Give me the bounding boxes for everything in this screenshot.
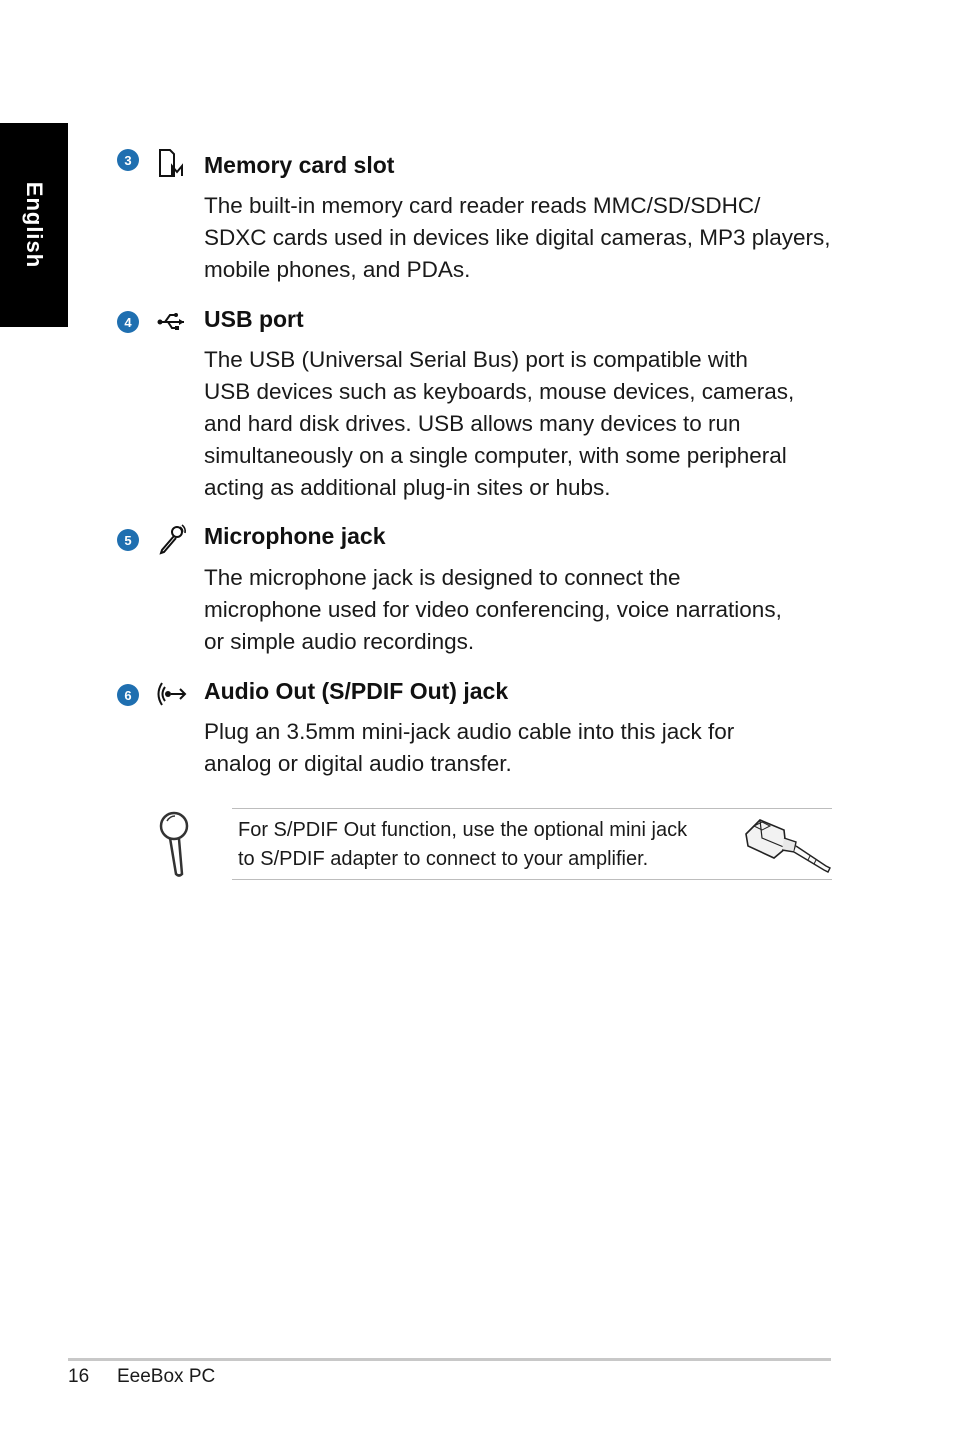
section-number-badge: 4 bbox=[117, 311, 139, 333]
description-line: microphone used for video conferencing, voice narrations, bbox=[204, 597, 782, 622]
description-line: SDXC cards used in devices like digital cameras, MP3 players, bbox=[204, 225, 831, 250]
section-description bbox=[204, 562, 844, 658]
language-tab bbox=[0, 123, 68, 327]
description-line: or simple audio recordings. bbox=[204, 629, 475, 654]
note-line: For S/PDIF Out function, use the optional mini jack bbox=[238, 819, 688, 841]
language-tab-label: English bbox=[22, 181, 47, 269]
description-line: USB devices such as keyboards, mouse devices, cameras, bbox=[204, 379, 795, 404]
description-line: analog or digital audio transfer. bbox=[204, 751, 512, 776]
description-line: Plug an 3.5mm mini-jack audio cable into this jack for bbox=[204, 719, 735, 744]
description-line: mobile phones, and PDAs. bbox=[204, 257, 471, 282]
footer-rule bbox=[68, 1358, 831, 1361]
magnifier-note-icon bbox=[158, 810, 192, 878]
section-title: Audio Out (S/PDIF Out) jack bbox=[204, 678, 509, 704]
note-line: to S/PDIF adapter to connect to your amplifier. bbox=[238, 848, 649, 870]
memory-card-icon bbox=[156, 146, 188, 178]
section-description bbox=[204, 716, 844, 780]
note-text bbox=[238, 816, 728, 874]
description-line: The microphone jack is designed to connect the bbox=[204, 565, 681, 590]
footer-title: EeeBox PC bbox=[117, 1366, 216, 1387]
section-title: Microphone jack bbox=[204, 523, 386, 549]
usb-icon bbox=[156, 306, 188, 338]
section-number-badge: 6 bbox=[117, 684, 139, 706]
section-number-badge: 5 bbox=[117, 529, 139, 551]
section-title: Memory card slot bbox=[204, 152, 395, 178]
audio-out-icon bbox=[156, 678, 188, 710]
page-number: 16 bbox=[68, 1366, 90, 1387]
spdif-adapter-illustration bbox=[740, 812, 834, 878]
section-number-badge: 3 bbox=[117, 149, 139, 171]
description-line: acting as additional plug-in sites or hubs. bbox=[204, 475, 611, 500]
microphone-icon bbox=[156, 523, 188, 555]
section-description bbox=[204, 344, 844, 504]
description-line: simultaneously on a single computer, with some peripheral bbox=[204, 443, 787, 468]
description-line: and hard disk drives. USB allows many devices to run bbox=[204, 411, 741, 436]
description-line: The built-in memory card reader reads MMC/SD/SDHC/ bbox=[204, 193, 761, 218]
description-line: The USB (Universal Serial Bus) port is compatible with bbox=[204, 347, 748, 372]
section-description bbox=[204, 190, 844, 286]
section-title: USB port bbox=[204, 306, 304, 332]
